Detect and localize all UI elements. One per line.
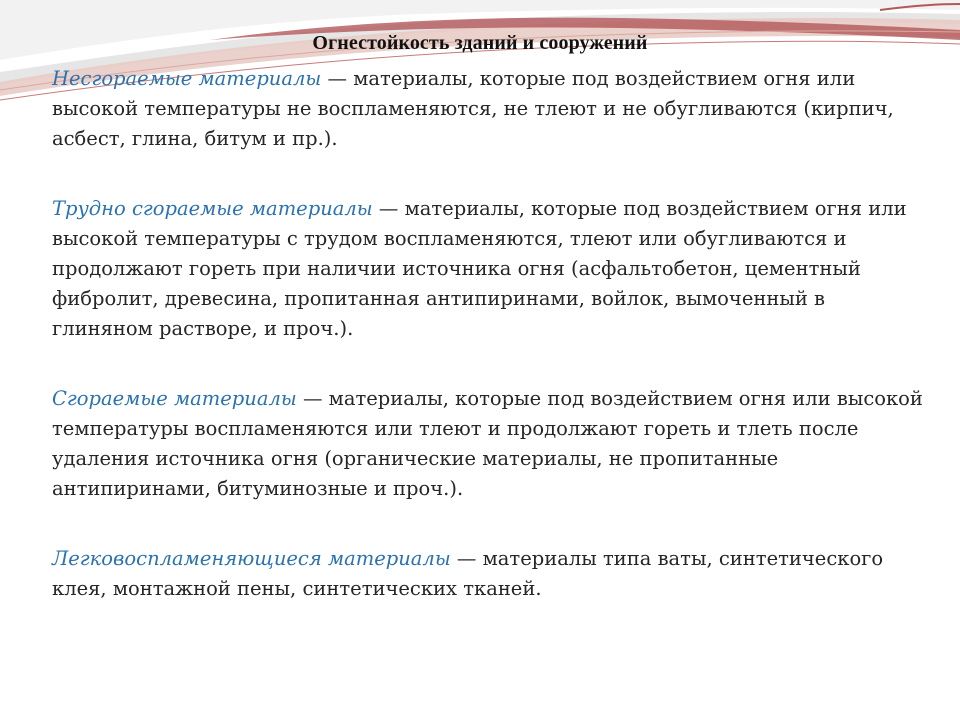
- term-flammable: Легковоспламеняющиеся материалы: [52, 547, 451, 570]
- definition-noncombustible: [52, 64, 932, 154]
- slide-title: Огнестойкость зданий и сооружений: [312, 32, 648, 54]
- definition-flammable: [52, 544, 932, 604]
- term-hardly-combustible: Трудно сгораемые материалы: [52, 197, 373, 220]
- term-combustible: Сгораемые материалы: [52, 387, 297, 410]
- definitions-list: [52, 64, 932, 644]
- definition-text: — материалы, которые под воздействием огня или высокой температуры с трудом воспламеняются, тлеют или обугливаются и продолжают гореть при наличии источника огня (асфальтобетон, цементный фибролит, древесина, пропитанная антипиринами, войлок, вымоченный в глиняном растворе, и проч.).: [52, 197, 907, 340]
- definition-text: — материалы типа ваты, синтетического клея, монтажной пены, синтетических тканей.: [52, 547, 884, 600]
- definition-text: — материалы, которые под воздействием огня или высокой температуры не воспламеняются, не тлеют и не обугливаются (кирпич, асбест, глина, битум и пр.).: [52, 67, 894, 150]
- definition-hardly-combustible: [52, 194, 932, 344]
- definition-combustible: [52, 384, 932, 504]
- definition-text: — материалы, которые под воздействием огня или высокой температуры воспламеняются или тлеют и продолжают гореть и тлеть после удаления источника огня (органические материалы, не пропитанные антипиринами, битуминозные и проч.).: [52, 387, 923, 500]
- term-noncombustible: Несгораемые материалы: [52, 67, 322, 90]
